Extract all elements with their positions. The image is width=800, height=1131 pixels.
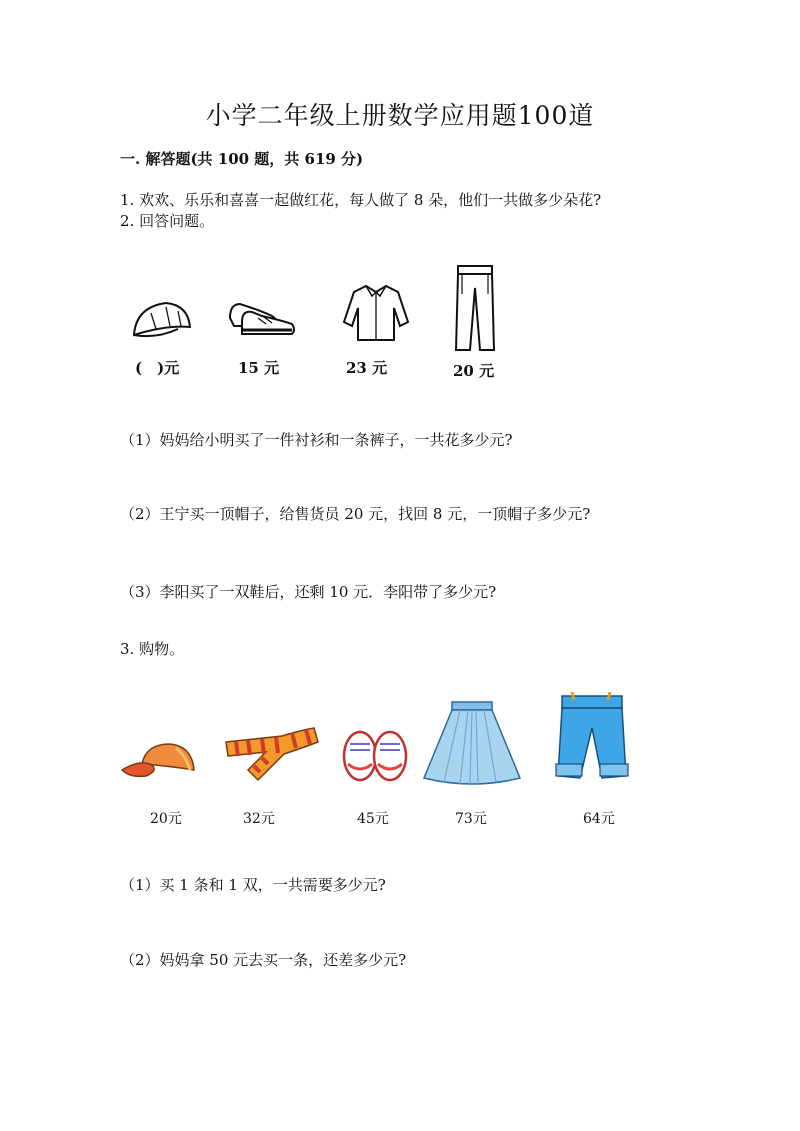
sneakers-price-label: 45元 bbox=[357, 811, 389, 827]
shoes-outline-image bbox=[226, 298, 298, 340]
question-2-sub-1: （1）妈妈给小明买了一件衬衫和一条裤子，一共花多少元? bbox=[120, 431, 513, 449]
question-3: 3. 购物。 bbox=[120, 640, 185, 658]
orange-cap-image bbox=[120, 740, 198, 782]
blue-jeans-image bbox=[554, 692, 630, 786]
jeans-price-label: 64元 bbox=[583, 811, 615, 827]
cap-price-label-2: 20元 bbox=[150, 811, 182, 827]
section-heading: 一. 解答题(共 100 题，共 619 分) bbox=[120, 150, 364, 168]
page-title: 小学二年级上册数学应用题100道 bbox=[205, 101, 595, 130]
red-sneakers-image bbox=[340, 728, 410, 784]
question-3-sub-2: （2）妈妈拿 50 元去买一条，还差多少元? bbox=[120, 951, 407, 969]
shoes-price-label: 15 元 bbox=[238, 359, 280, 377]
trousers-price-label: 20 元 bbox=[453, 362, 495, 380]
blue-skirt-image bbox=[422, 700, 522, 786]
scarf-price-label: 32元 bbox=[243, 811, 275, 827]
cap-price-label: ( )元 bbox=[135, 359, 180, 377]
question-2-sub-3: （3）李阳买了一双鞋后，还剩 10 元．李阳带了多少元? bbox=[120, 583, 497, 601]
trousers-outline-image bbox=[452, 264, 498, 354]
question-2: 2. 回答问题。 bbox=[120, 212, 215, 230]
question-3-sub-1: （1）买 1 条和 1 双，一共需要多少元? bbox=[120, 876, 386, 894]
cap-outline-image bbox=[126, 295, 196, 345]
question-1: 1. 欢欢、乐乐和喜喜一起做红花，每人做了 8 朵，他们一共做多少朵花? bbox=[120, 191, 602, 209]
striped-scarf-image bbox=[222, 722, 320, 788]
shirt-price-label: 23 元 bbox=[346, 359, 388, 377]
shirt-outline-image bbox=[336, 282, 416, 344]
question-2-sub-2: （2）王宁买一顶帽子，给售货员 20 元，找回 8 元，一顶帽子多少元? bbox=[120, 505, 591, 523]
skirt-price-label: 73元 bbox=[455, 811, 487, 827]
